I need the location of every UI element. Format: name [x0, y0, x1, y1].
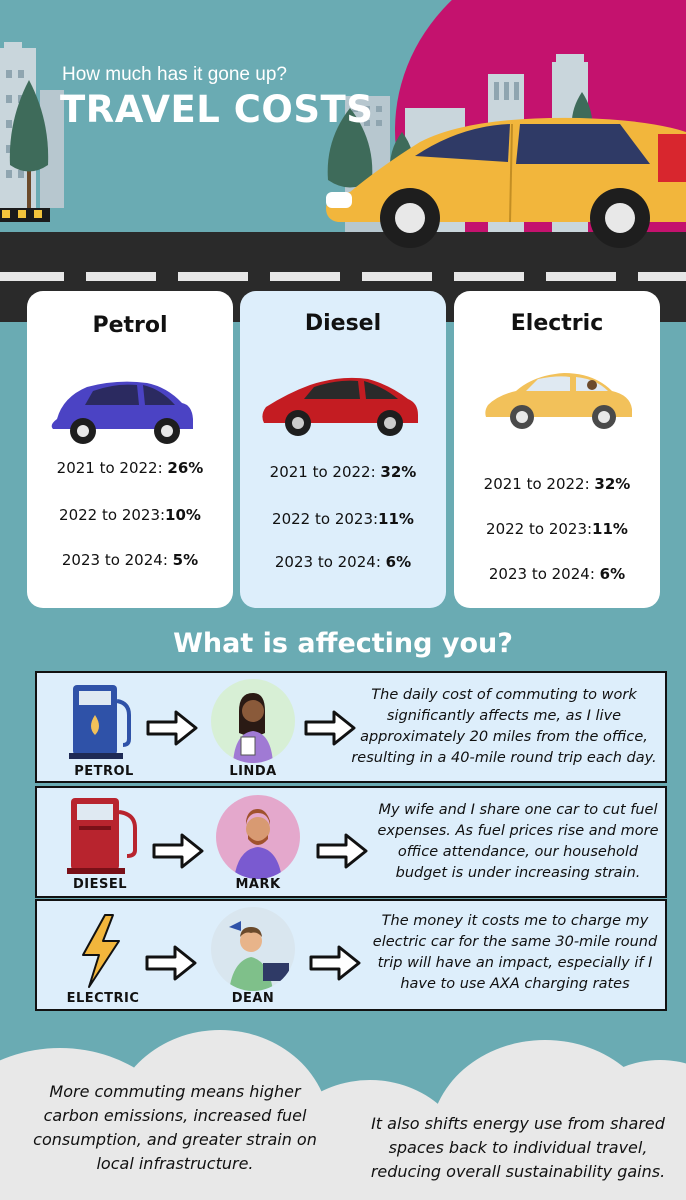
diesel-card [240, 291, 446, 608]
diesel-pump-icon [67, 792, 147, 878]
fuel-label-diesel: DIESEL [72, 877, 128, 892]
person-row-dean [35, 899, 667, 1011]
petrol-rate-row: 2021 to 2022: 26% [56, 459, 204, 477]
bottom-left-text: More commuting means higher carbon emissions, increased fuel consumption, and greater strain on local infrastructure. [33, 1082, 317, 1173]
dean-avatar [211, 907, 295, 991]
red-car-icon [240, 371, 446, 439]
arrow-right-icon [314, 831, 370, 871]
header-subtitle: How much has it gone up? [62, 64, 287, 85]
arrow-right-icon [150, 831, 206, 871]
arrow-right-icon [143, 943, 199, 983]
electric-rate-row: 2021 to 2022: 32% [483, 475, 631, 493]
blue-car-icon [27, 375, 233, 447]
electric-rate-row: 2022 to 2023:11% [486, 520, 628, 538]
petrol-rate-row: 2022 to 2023:10% [59, 506, 201, 524]
card-title-petrol: Petrol [92, 313, 168, 338]
card-title-electric: Electric [510, 311, 604, 336]
person-row-mark [35, 786, 667, 898]
person-name-dean: DEAN [231, 991, 275, 1006]
electric-rate-row: 2023 to 2024: 6% [488, 565, 626, 583]
arrow-right-icon [144, 708, 200, 748]
electric-card [454, 291, 660, 608]
person-row-linda [35, 671, 667, 783]
card-title-diesel: Diesel [304, 311, 382, 336]
lightning-bolt-icon [75, 913, 125, 989]
yellow-electric-car-icon [454, 369, 660, 435]
linda-quote: The daily cost of commuting to work significantly affects me, as I live approximately 20 miles from the office, resulting in a 40-mile round trip each day. [351, 687, 657, 766]
petrol-rate-row: 2023 to 2024: 5% [61, 551, 199, 569]
diesel-rate-row: 2023 to 2024: 6% [274, 553, 412, 571]
yellow-car-illustration [320, 112, 686, 252]
mark-avatar [216, 795, 300, 879]
petrol-card [27, 291, 233, 608]
linda-avatar [211, 679, 295, 763]
fuel-label-petrol: PETROL [74, 764, 134, 779]
arrow-right-icon [307, 943, 363, 983]
dean-quote: The money it costs me to charge my electric car for the same 30-mile round trip will have an impact, especially if I have to use AXA charging rates [372, 913, 658, 992]
person-name-mark: MARK [235, 877, 281, 892]
person-name-linda: LINDA [229, 764, 277, 779]
diesel-rate-row: 2021 to 2022: 32% [269, 463, 417, 481]
bottom-right-text: It also shifts energy use from shared spaces back to individual travel, reducing overall sustainability gains. [370, 1114, 666, 1181]
petrol-pump-icon [69, 681, 139, 761]
diesel-rate-row: 2022 to 2023:11% [272, 510, 414, 528]
mark-quote: My wife and I share one car to cut fuel expenses. As fuel prices rise and more office attendance, our household budget is under increasing strain. [377, 802, 659, 881]
page-title: TRAVEL COSTS [60, 88, 374, 131]
fuel-label-electric: ELECTRIC [66, 991, 140, 1006]
section-heading: What is affecting you? [173, 628, 513, 659]
